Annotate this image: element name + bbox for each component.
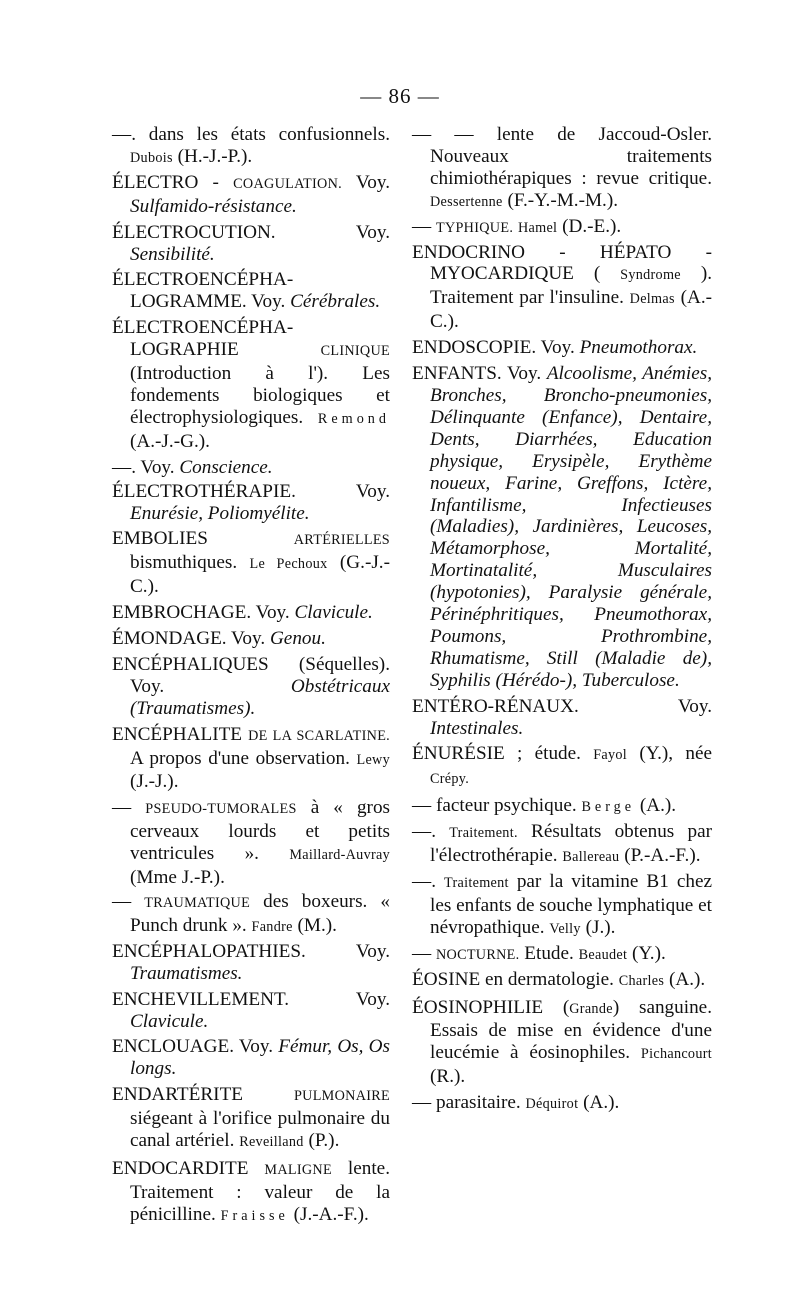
entry-text-run: Déquirot bbox=[525, 1096, 579, 1113]
index-entry bbox=[412, 795, 712, 819]
entry-text-run: à « gros cerveaux lourds et petits ventricules ». bbox=[130, 797, 391, 865]
entry-text-run: Beaudet bbox=[578, 946, 628, 963]
entry-text-run: Ballereau bbox=[562, 849, 620, 866]
entry-text-run: Obstétricaux (Traumatismes). bbox=[130, 675, 390, 719]
entry-text-run: Maillard-Auvray bbox=[289, 847, 390, 864]
entry-text-run: Delmas bbox=[629, 291, 675, 308]
index-entry bbox=[112, 989, 390, 1033]
entry-text-run: —. Voy. bbox=[112, 456, 180, 478]
entry-text-run: (P.). bbox=[303, 1130, 340, 1152]
entry-text-run: ÉLECTRO - bbox=[112, 171, 234, 193]
entry-text-run: Remond bbox=[317, 410, 390, 427]
entry-text-run: Traitement. bbox=[449, 825, 518, 842]
entry-text-run: — bbox=[412, 215, 436, 237]
entry-text-run: ENCLOUAGE. Voy. bbox=[112, 1036, 279, 1058]
index-entry bbox=[112, 797, 390, 889]
entry-text-run: (A.). bbox=[635, 795, 677, 817]
index-entry bbox=[412, 821, 712, 869]
entry-text-run: —. bbox=[412, 871, 445, 892]
entry-text-run: par la vitamine B1 chez les enfants de souche lymphatique et névropathique. bbox=[430, 871, 712, 938]
entry-text-run: (Y.), née bbox=[627, 743, 712, 765]
entry-text-run: ENDARTÉRITE bbox=[112, 1084, 294, 1106]
entry-text-run: bismuthiques. bbox=[130, 552, 250, 574]
entry-text-run: (P.-A.-F.). bbox=[619, 845, 701, 867]
index-entry bbox=[412, 124, 712, 214]
entry-text-run: (A.). bbox=[664, 968, 706, 990]
entry-text-run: Fandre bbox=[251, 918, 293, 935]
entry-text-run: Fraisse bbox=[220, 1207, 289, 1224]
index-entry bbox=[112, 724, 390, 794]
index-entry bbox=[112, 222, 390, 266]
entry-text-run: (Mme J.-P.). bbox=[130, 867, 225, 889]
entry-text-run: Dubois bbox=[130, 149, 173, 166]
index-column-left bbox=[112, 124, 390, 1232]
entry-text-run: — bbox=[112, 797, 146, 819]
entry-text-run: Grande bbox=[569, 1000, 613, 1017]
entry-text-run: Hamel bbox=[517, 219, 558, 236]
entry-text-run: ÉLECTROCUTION. Voy. bbox=[112, 221, 390, 243]
page-number: — 86 — bbox=[360, 84, 440, 108]
entry-text-run: lente. Traitement : valeur de la pénicilline. bbox=[130, 1157, 390, 1225]
index-entry bbox=[112, 941, 390, 985]
entry-text-run: (Introduction à l'). Les fondements biologiques et électrophysiologiques. bbox=[130, 363, 390, 428]
entry-text-run: Dessertenne bbox=[430, 193, 503, 210]
index-entry bbox=[112, 528, 390, 598]
index-entry bbox=[412, 871, 712, 941]
entry-text-run: ARTÉRIELLES bbox=[293, 532, 390, 549]
entry-text-run: MALIGNE bbox=[264, 1161, 332, 1178]
entry-text-run: ÉLECTROENCÉPHA-LOGRAMME. Voy. bbox=[112, 269, 294, 313]
entry-text-run: Lewy bbox=[356, 751, 390, 768]
entry-text-run: Cérébrales. bbox=[290, 291, 381, 313]
entry-text-run: Alcoolisme, Anémies, Bronches, Broncho-pneumonies, Délinquante (Enfance), Dentaire, Dents, Diarrhées, Education physique, Erysipèle, Erythème noueux, Farine, Greffons, Ictère, Infantilisme, Infectieuses (Maladies), Jardinières, Leucoses, Métamorphose, Mortalité, Mortinatalité, Musculaires (hypotonies), Paralysie générale, Périnéphritiques, Pneumothorax, Poumons, Prothrombine, Rhumatisme, Still (Maladie de), Syphilis (Hérédo-), Tuberculose. bbox=[430, 363, 712, 691]
entry-text-run: Pneumothorax. bbox=[579, 337, 698, 359]
entry-text-run: Charles bbox=[618, 972, 665, 989]
entry-text-run: Reveilland bbox=[239, 1134, 304, 1151]
entry-text-run: Intestinales. bbox=[430, 717, 524, 739]
entry-text-run: Enurésie, Poliomyélite. bbox=[130, 502, 310, 524]
entry-text-run: (A.-J.-G.). bbox=[130, 430, 210, 452]
index-entry bbox=[412, 1092, 712, 1116]
entry-text-run: —. bbox=[412, 821, 450, 843]
index-entry bbox=[112, 317, 390, 452]
index-entry bbox=[412, 216, 712, 240]
entry-text-run: Berge bbox=[581, 799, 636, 816]
entry-text-run: — parasitaire. bbox=[412, 1092, 526, 1114]
entry-text-run: COAGULATION. bbox=[233, 175, 342, 192]
entry-text-run: Traumatismes. bbox=[130, 962, 243, 984]
entry-text-run: (G.-J.-C.). bbox=[130, 552, 390, 598]
index-entry bbox=[412, 696, 712, 740]
index-entry bbox=[412, 337, 712, 359]
index-entry bbox=[112, 457, 390, 479]
entry-text-run: Clavicule. bbox=[130, 1010, 209, 1032]
entry-text-run: Sensibilité. bbox=[130, 243, 215, 265]
entry-text-run: ENCÉPHALITE bbox=[112, 723, 249, 745]
entry-text-run: — facteur psychique. bbox=[412, 795, 582, 817]
index-entry bbox=[112, 269, 390, 313]
index-column-right bbox=[412, 124, 712, 1118]
entry-text-run: ÉOSINE en dermatologie. bbox=[412, 968, 619, 990]
entry-text-run: Sulfamido-résistance. bbox=[130, 195, 297, 217]
entry-text-run: PSEUDO-TUMORALES bbox=[145, 801, 297, 818]
entry-text-run: DE LA SCARLATINE. bbox=[248, 727, 391, 744]
entry-text-run: ) sanguine. Essais de mise en évidence d'une leucémie à éosinophiles. bbox=[430, 996, 712, 1064]
index-entry bbox=[112, 481, 390, 525]
entry-text-run: Fayol bbox=[593, 747, 628, 764]
entry-text-run: ENDOCRINO - HÉPATO - MYOCARDIQUE ( bbox=[412, 241, 712, 285]
entry-text-run: (R.). bbox=[430, 1066, 466, 1088]
index-entry bbox=[412, 997, 712, 1089]
entry-text-run: EMBROCHAGE. Voy. bbox=[112, 602, 295, 624]
entry-text-run: TRAUMATIQUE bbox=[144, 895, 251, 911]
entry-text-run: ENCHEVILLEMENT. Voy. bbox=[112, 988, 390, 1010]
entry-text-run: Clavicule. bbox=[294, 602, 373, 624]
index-entry bbox=[112, 628, 390, 650]
entry-text-run: des boxeurs. « Punch drunk ». bbox=[130, 891, 391, 936]
index-entry bbox=[112, 124, 390, 170]
entry-text-run: ). Traitement par l'insuline. bbox=[430, 263, 713, 309]
entry-text-run: CLINIQUE bbox=[320, 343, 390, 360]
index-entry bbox=[112, 654, 390, 720]
index-entry bbox=[412, 943, 712, 967]
index-entry bbox=[112, 1158, 390, 1228]
entry-text-run: ENFANTS. Voy. bbox=[412, 363, 547, 385]
entry-text-run: Résultats obtenus par l'électrothérapie. bbox=[430, 821, 712, 867]
entry-text-run: Pichancourt bbox=[640, 1046, 712, 1063]
entry-text-run: ENTÉRO-RÉNAUX. Voy. bbox=[412, 695, 712, 717]
entry-text-run: (Y.). bbox=[627, 942, 666, 964]
index-entry bbox=[412, 969, 712, 993]
entry-text-run: EMBOLIES bbox=[112, 528, 294, 550]
entry-text-run: TYPHIQUE. bbox=[435, 219, 514, 236]
index-entry bbox=[112, 1036, 390, 1080]
entry-text-run: Le Pechoux bbox=[249, 556, 328, 573]
entry-text-run: Crépy. bbox=[430, 771, 470, 788]
entry-text-run: — — lente de Jaccoud-Osler. Nouveaux traitements chimiothérapiques : revue critique. bbox=[412, 124, 712, 189]
entry-text-run: PULMONAIRE bbox=[293, 1088, 390, 1105]
entry-text-run: (D.-E.). bbox=[557, 215, 622, 237]
entry-text-run: ÉLECTROTHÉRAPIE. Voy. bbox=[112, 480, 390, 502]
index-entry bbox=[412, 242, 712, 334]
entry-text-run: Fémur, Os, Os longs. bbox=[130, 1036, 390, 1080]
entry-text-run: ENCÉPHALIQUES (Séquelles). Voy. bbox=[112, 653, 390, 697]
entry-text-run: ÉMONDAGE. Voy. bbox=[112, 628, 270, 650]
index-entry bbox=[112, 172, 390, 218]
entry-text-run: ÉOSINOPHILIE ( bbox=[412, 996, 570, 1018]
entry-text-run: ENCÉPHALOPATHIES. Voy. bbox=[112, 940, 390, 962]
entry-text-run: (J.-A.-F.). bbox=[288, 1203, 369, 1225]
index-entry bbox=[112, 602, 390, 624]
entry-text-run: (A.). bbox=[578, 1092, 620, 1114]
entry-text-run: Genou. bbox=[269, 628, 326, 650]
index-entry bbox=[412, 743, 712, 791]
index-entry bbox=[412, 363, 712, 692]
entry-text-run: — bbox=[112, 891, 145, 912]
entry-text-run: siégeant à l'orifice pulmonaire du canal artériel. bbox=[130, 1108, 390, 1152]
entry-text-run: Conscience. bbox=[179, 456, 273, 478]
entry-text-run: (H.-J.-P.). bbox=[172, 145, 253, 167]
entry-text-run: ÉLECTROENCÉPHA-LOGRAPHIE bbox=[112, 317, 321, 361]
entry-text-run: (A.-C.). bbox=[430, 287, 712, 333]
index-entry bbox=[112, 891, 390, 939]
entry-text-run: —. dans les états confusionnels. bbox=[112, 124, 390, 145]
entry-text-run: NOCTURNE. bbox=[435, 946, 520, 963]
entry-text-run: A propos d'une observation. bbox=[130, 747, 357, 769]
entry-text-run: Traitement bbox=[444, 875, 509, 891]
entry-text-run: (J.-J.). bbox=[130, 771, 179, 793]
entry-text-run: Velly bbox=[549, 920, 581, 937]
entry-text-run: ÉNURÉSIE ; étude. bbox=[412, 743, 594, 765]
entry-text-run: (J.). bbox=[580, 916, 616, 938]
entry-text-run: Syndrome bbox=[620, 267, 681, 284]
entry-text-run: ENDOCARDITE bbox=[112, 1157, 265, 1179]
entry-text-run: (M.). bbox=[292, 914, 337, 936]
entry-text-run: (F.-Y.-M.-M.). bbox=[502, 189, 619, 211]
entry-text-run: Voy. bbox=[342, 171, 390, 193]
index-entry bbox=[112, 1084, 390, 1154]
entry-text-run: Etude. bbox=[519, 942, 579, 964]
entry-text-run: — bbox=[412, 942, 436, 964]
entry-text-run: ENDOSCOPIE. Voy. bbox=[412, 337, 580, 359]
